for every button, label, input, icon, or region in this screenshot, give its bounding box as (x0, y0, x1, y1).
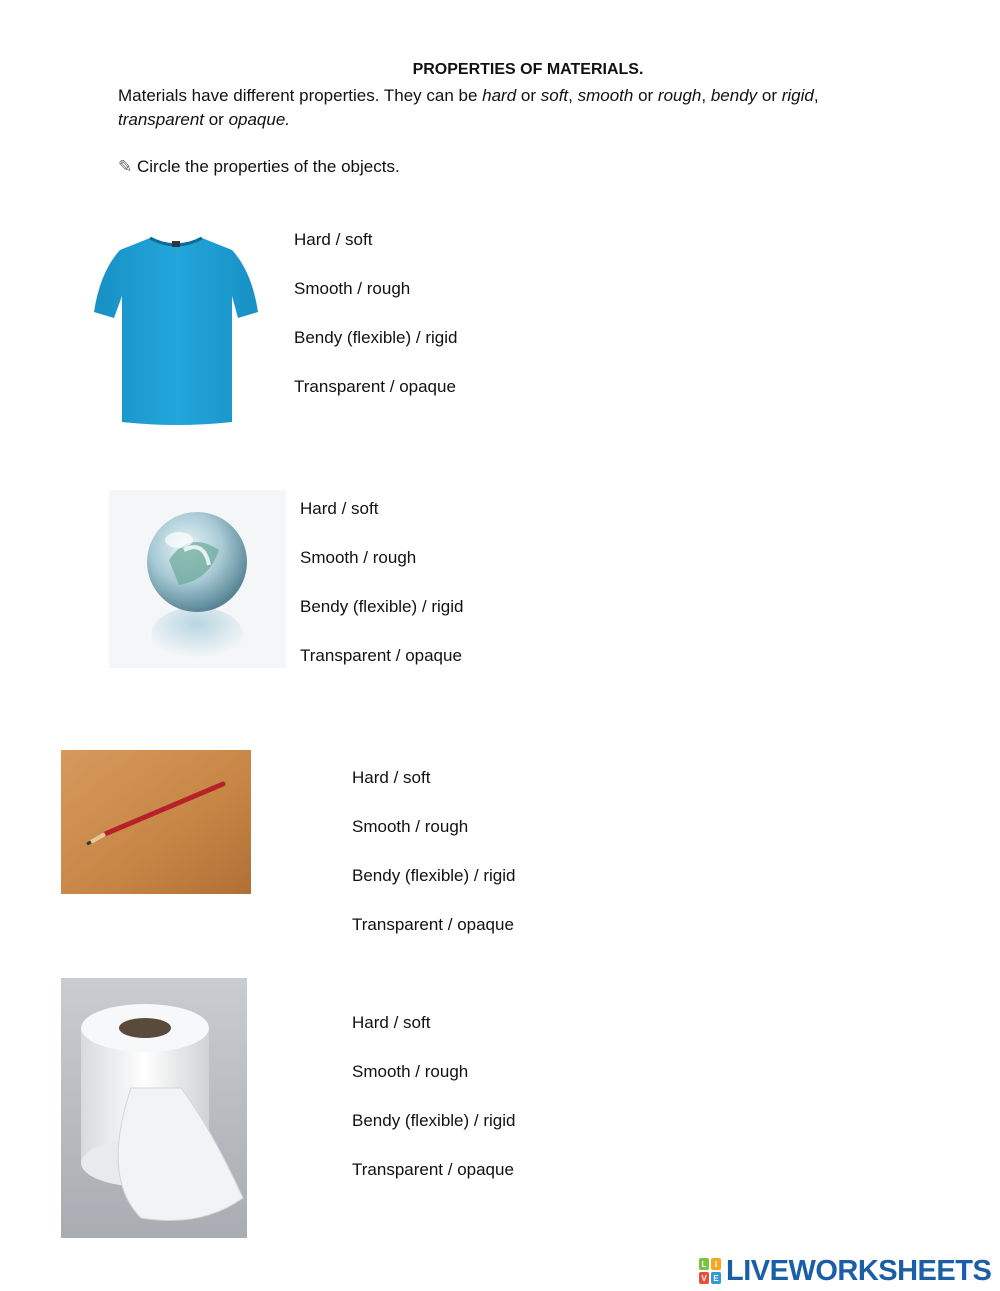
property-transparent-opaque[interactable]: Transparent / opaque (294, 377, 456, 396)
property-hard-soft[interactable]: Hard / soft (352, 1013, 431, 1032)
property-transparent-opaque[interactable]: Transparent / opaque (300, 646, 462, 665)
instruction-text: Circle the properties of the objects. (136, 157, 400, 176)
property-smooth-rough[interactable]: Smooth / rough (294, 279, 411, 298)
glass-marble-image (109, 490, 286, 668)
intro-paragraph: Materials have different properties. They can be hard or soft, smooth or rough, bendy or rigid, transparent or opaque. (118, 86, 819, 129)
property-transparent-opaque[interactable]: Transparent / opaque (352, 1160, 514, 1179)
property-list (300, 499, 463, 695)
brand-name: LIVEWORKSHEETS (726, 1254, 992, 1287)
property-hard-soft[interactable]: Hard / soft (300, 499, 379, 518)
svg-text:I: I (714, 1260, 718, 1269)
property-list (352, 768, 515, 964)
svg-text:V: V (701, 1274, 707, 1283)
pencil-icon: ✎ (118, 157, 133, 176)
logo-icon (698, 1257, 722, 1285)
toilet-paper-roll-image (61, 978, 247, 1238)
property-bendy-rigid[interactable]: Bendy (flexible) / rigid (300, 597, 464, 616)
property-smooth-rough[interactable]: Smooth / rough (300, 548, 417, 567)
property-bendy-rigid[interactable]: Bendy (flexible) / rigid (352, 866, 516, 885)
svg-text:E: E (713, 1274, 719, 1283)
liveworksheets-logo (698, 1254, 991, 1288)
property-list (352, 1013, 515, 1209)
svg-text:L: L (701, 1260, 707, 1269)
pencil-image (61, 750, 251, 894)
property-smooth-rough[interactable]: Smooth / rough (352, 817, 469, 836)
property-bendy-rigid[interactable]: Bendy (flexible) / rigid (294, 328, 458, 347)
property-list (294, 230, 457, 426)
property-smooth-rough[interactable]: Smooth / rough (352, 1062, 469, 1081)
property-transparent-opaque[interactable]: Transparent / opaque (352, 915, 514, 934)
t-shirt-image (92, 232, 260, 428)
property-bendy-rigid[interactable]: Bendy (flexible) / rigid (352, 1111, 516, 1130)
page-title: PROPERTIES OF MATERIALS. (412, 61, 644, 78)
property-hard-soft[interactable]: Hard / soft (294, 230, 373, 249)
property-hard-soft[interactable]: Hard / soft (352, 768, 431, 787)
instruction (118, 157, 400, 177)
